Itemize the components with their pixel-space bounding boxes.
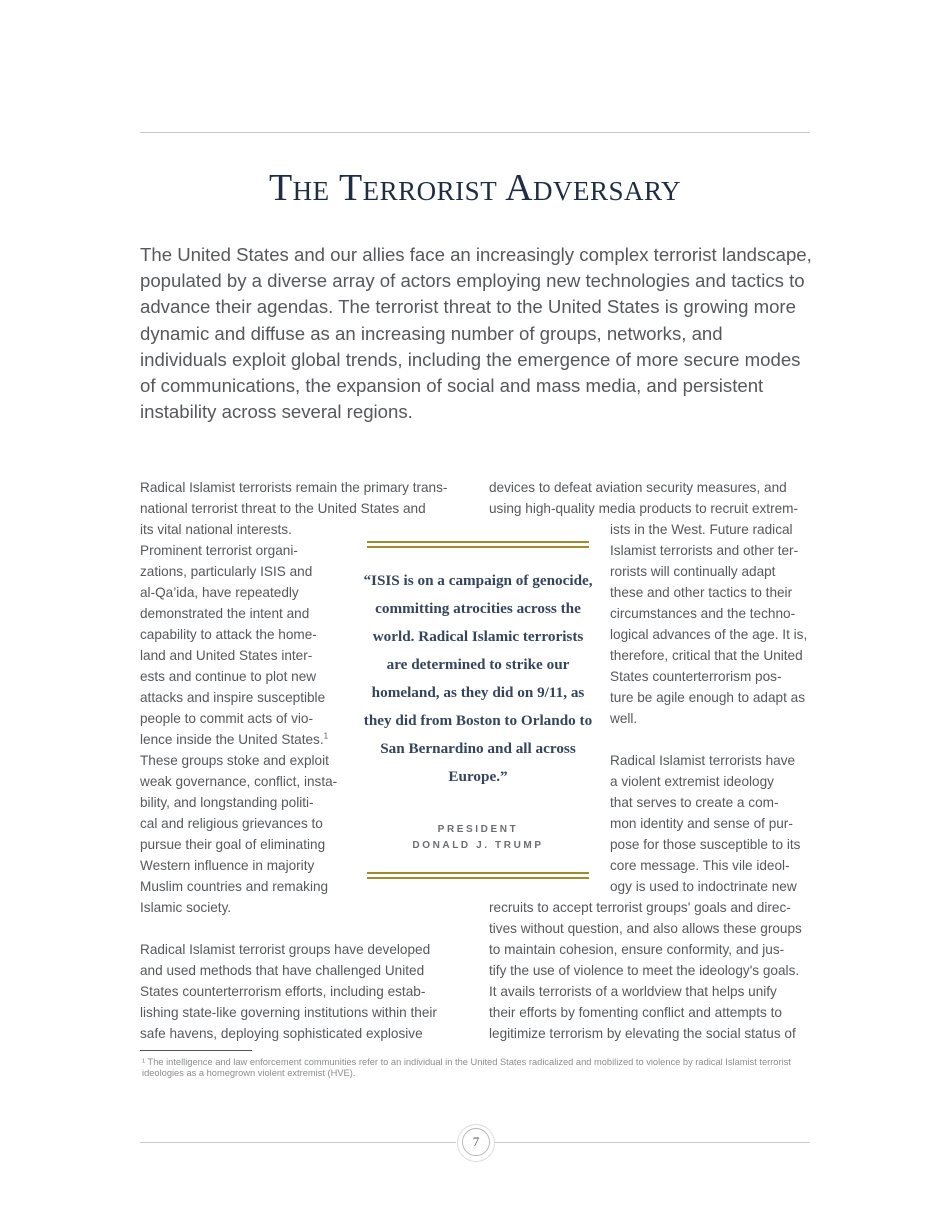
text-line: Radical Islamist terrorists have: [610, 753, 796, 768]
text-line: to maintain cohesion, ensure conformity, and jus-: [489, 942, 785, 957]
text-line: tives without question, and also allows these groups: [489, 921, 802, 936]
text-line: these and other tactics to their: [610, 585, 793, 600]
quote-attribution-name: DONALD J. TRUMP: [412, 840, 544, 851]
text-line: ture be agile enough to adapt as: [610, 690, 805, 705]
text-line: core message. This vile ideol-: [610, 858, 790, 873]
text-line: zations, particularly ISIS and: [140, 564, 313, 579]
quote-attribution-role: PRESIDENT: [437, 824, 519, 835]
quote-rule-bottom-1: [367, 872, 589, 874]
left-p1-footnote-line: [140, 729, 340, 750]
pull-quote: [363, 541, 593, 878]
text-line: rorists will continually adapt: [610, 564, 776, 579]
text-line: using high-quality media products to recruit extrem-: [489, 501, 799, 516]
quote-rule-top-2: [367, 546, 589, 548]
text-line: States counterterrorism pos-: [610, 669, 782, 684]
text-line: and used methods that have challenged United: [140, 963, 425, 978]
text-line: Prominent terrorist organi-: [140, 543, 298, 558]
text-line: Radical Islamist terrorists remain the primary trans-: [140, 480, 448, 495]
text-line: people to commit acts of vio-: [140, 711, 314, 726]
text-line: national terrorist threat to the United States and: [140, 501, 426, 516]
left-p2: [140, 939, 461, 1044]
page-title: The Terrorist Adversary: [268, 167, 682, 209]
text-line: weak governance, conflict, insta-: [140, 774, 338, 789]
text-line: Muslim countries and remaking: [140, 879, 329, 894]
text-line: circumstances and the techno-: [610, 606, 796, 621]
right-p1-wide: [489, 477, 810, 519]
text-line: its vital national interests.: [140, 522, 292, 537]
text-line: Islamic society.: [140, 900, 232, 915]
left-p1-narrow: [140, 519, 340, 729]
quote-rule-top-1: [367, 541, 589, 543]
text-line: Western influence in majority: [140, 858, 315, 873]
text-line: pose for those susceptible to its: [610, 837, 801, 852]
text-line: tify the use of violence to meet the ideology's goals.: [489, 963, 800, 978]
top-divider: [140, 132, 810, 133]
right-p2-narrow: [610, 750, 810, 897]
text-line: Radical Islamist terrorist groups have developed: [140, 942, 431, 957]
footnote-divider: [140, 1050, 252, 1051]
footnote-ref-text: lence inside the United States.: [140, 732, 324, 747]
footer-rule-left: [140, 1142, 456, 1143]
right-p1-narrow: [610, 519, 810, 729]
text-line: cal and religious grievances to: [140, 816, 323, 831]
lede-paragraph: The United States and our allies face an increasingly complex terrorist landscape, populated by a diverse array of actors employing new technologies and tactics to advance their agendas. The terrorist threat to the United States is growing more dynamic and diffuse as an increasing number of groups, networks, and individuals exploit global trends, including the emergence of more secure modes of communications, the expansion of social and mass media, and persistent instability across several regions.: [140, 244, 812, 423]
text-line: recruits to accept terrorist groups' goals and direc-: [489, 900, 791, 915]
text-line: demonstrated the intent and: [140, 606, 310, 621]
text-line: ists in the West. Future radical: [610, 522, 793, 537]
text-line: capability to attack the home-: [140, 627, 317, 642]
left-p1-wide: [140, 477, 461, 519]
text-line: States counterterrorism efforts, including estab-: [140, 984, 426, 999]
text-line: therefore, critical that the United: [610, 648, 803, 663]
text-line: ogy is used to indoctrinate new: [610, 879, 797, 894]
text-line: land and United States inter-: [140, 648, 313, 663]
text-line: that serves to create a com-: [610, 795, 779, 810]
text-line: These groups stoke and exploit: [140, 753, 329, 768]
text-line: mon identity and sense of pur-: [610, 816, 793, 831]
text-line: logical advances of the age. It is,: [610, 627, 808, 642]
footer-rule-right: [494, 1142, 810, 1143]
text-line: pursue their goal of eliminating: [140, 837, 326, 852]
left-p1-narrow-end: [140, 750, 340, 918]
text-line: bility, and longstanding politi-: [140, 795, 314, 810]
text-line: their efforts by fomenting conflict and attempts to: [489, 1005, 782, 1020]
text-line: ests and continue to plot new: [140, 669, 317, 684]
text-line: Islamist terrorists and other ter-: [610, 543, 799, 558]
quote-text: “ISIS is on a campaign of genocide, committing atrocities across the world. Radical Islamic terrorists are determined to strike our homeland, as they did on 9/11, as they did from Boston to Orlando to San Bernardino and all across Europe.”: [363, 572, 593, 785]
text-line: a violent extremist ideology: [610, 774, 774, 789]
text-line: lishing state-like governing institutions within their: [140, 1005, 437, 1020]
text-line: safe havens, deploying sophisticated explosive: [140, 1026, 423, 1041]
page-number: 7: [462, 1128, 490, 1156]
footnote: ¹ The intelligence and law enforcement communities refer to an individual in the United States radicalized and mobilized to violence by radical Islamist terrorist ideologies as a homegrown violent extremist (HVE).: [142, 1057, 791, 1078]
text-line: devices to defeat aviation security measures, and: [489, 480, 787, 495]
text-line: legitimize terrorism by elevating the social status of: [489, 1026, 796, 1041]
text-line: attacks and inspire susceptible: [140, 690, 326, 705]
right-p2-wide: [489, 897, 810, 1044]
text-line: well.: [610, 711, 638, 726]
text-line: al-Qa’ida, have repeatedly: [140, 585, 299, 600]
quote-rule-bottom-2: [367, 877, 589, 879]
footnote-mark: 1: [323, 731, 329, 741]
text-line: It avails terrorists of a worldview that helps unify: [489, 984, 777, 999]
